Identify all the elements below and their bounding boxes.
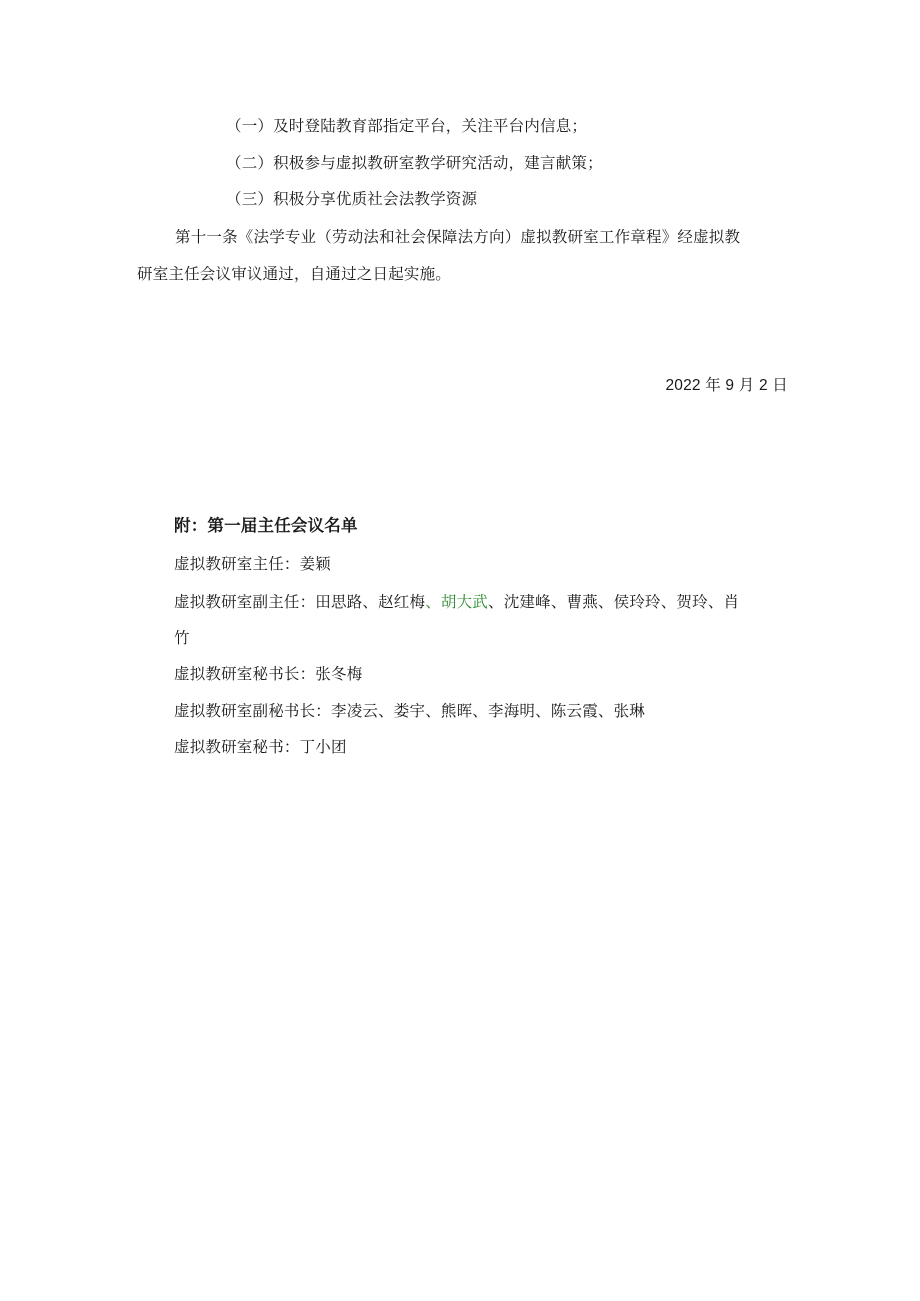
document-date: 2022 年 9 月 2 日 — [665, 377, 788, 394]
list-item-2: （二）积极参与虚拟教研室教学研究活动，建言献策； — [226, 154, 603, 172]
secretary-line: 虚拟教研室秘书：丁小团 — [174, 738, 347, 756]
deputy-director-line — [174, 592, 739, 612]
deputy-secretary-general-line: 虚拟教研室副秘书长：李凌云、娄宇、熊晖、李海明、陈云霞、张琳 — [174, 702, 646, 720]
list-item-3: （三）积极分享优质社会法教学资源 — [226, 190, 478, 208]
deputy-director-highlight: 、胡大武 — [425, 593, 489, 611]
appendix-heading: 附：第一届主任会议名单 — [174, 516, 358, 535]
deputy-director-line-wrap: 竹 — [174, 629, 190, 647]
list-item-1: （一）及时登陆教育部指定平台，关注平台内信息； — [226, 117, 588, 135]
article-eleven-line-2: 研室主任会议审议通过，自通过之日起实施。 — [137, 265, 452, 283]
article-eleven-line-1: 第十一条《法学专业（劳动法和社会保障法方向）虚拟教研室工作章程》经虚拟教 — [175, 228, 741, 246]
deputy-director-suffix: 、沈建峰、曹燕、侯玲玲、贺玲、肖 — [488, 593, 740, 611]
secretary-general-line: 虚拟教研室秘书长：张冬梅 — [174, 665, 363, 683]
director-line: 虚拟教研室主任：姜颖 — [174, 555, 332, 573]
deputy-director-prefix: 虚拟教研室副主任：田思路、赵红梅 — [174, 593, 426, 611]
